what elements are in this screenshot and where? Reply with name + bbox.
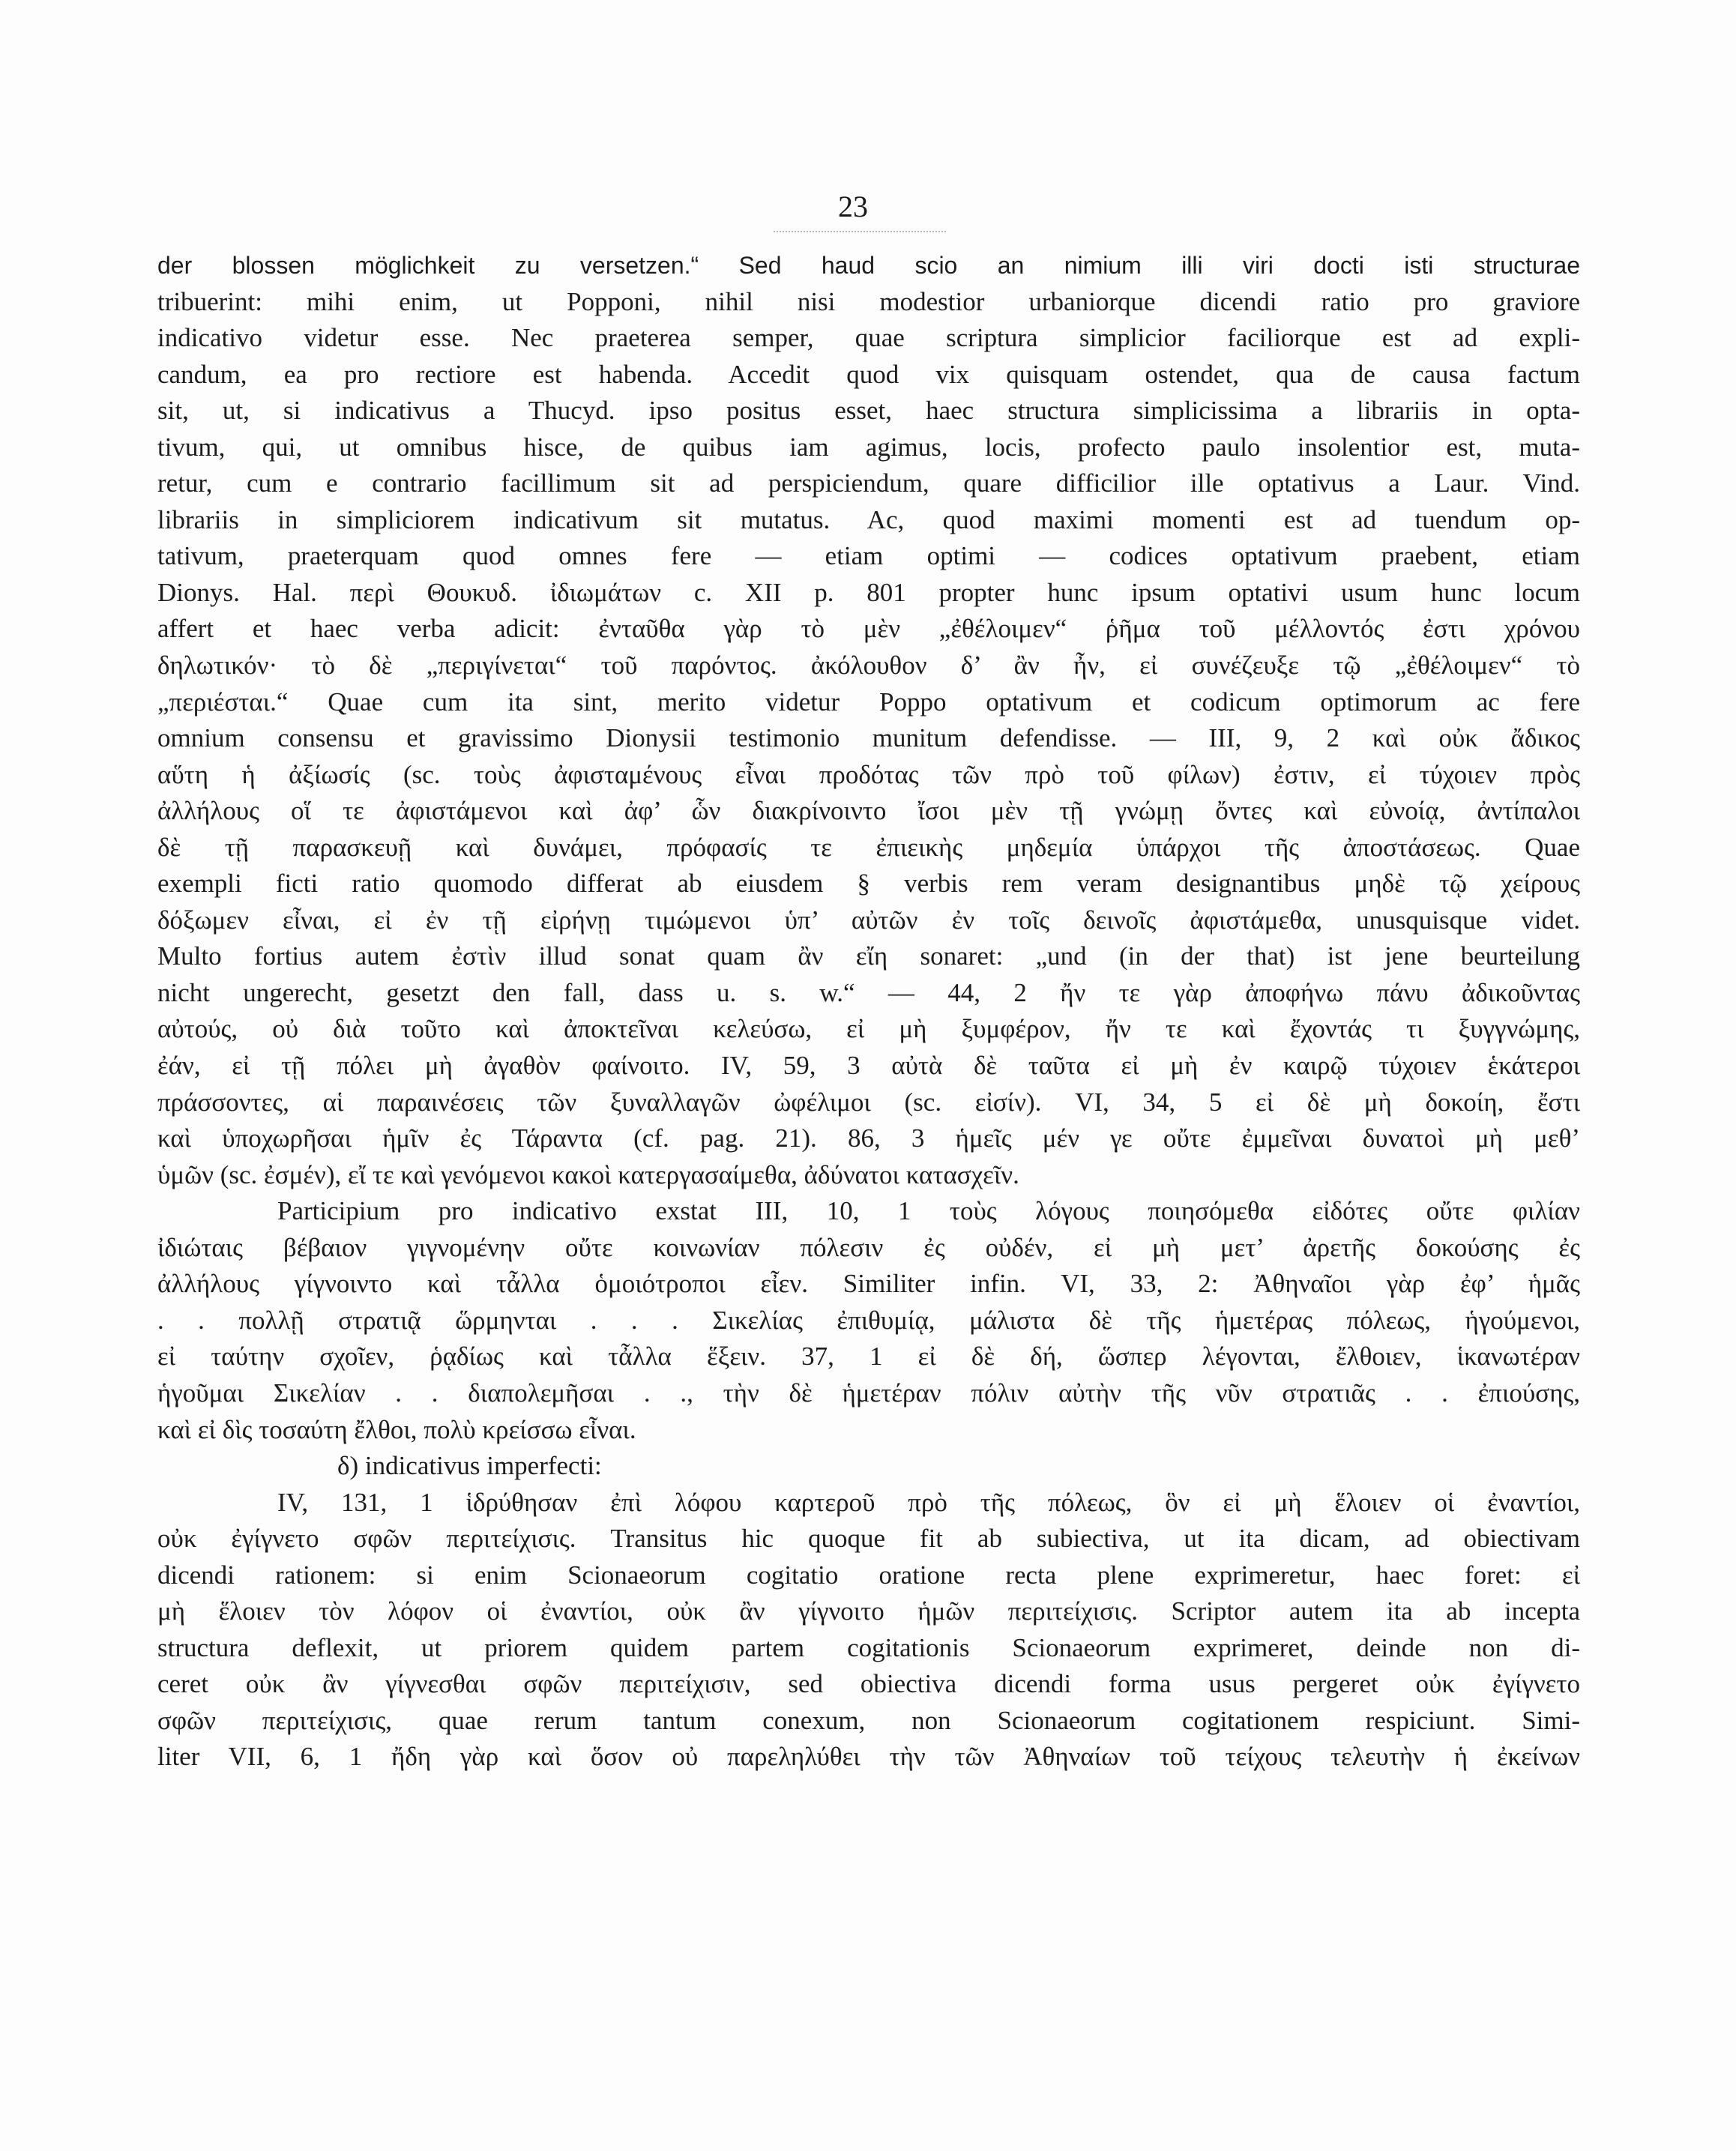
text-line: οὐκ ἐγίγνετο σφῶν περιτείχισις. Transitus hic quoque fit ab subiectiva, ut ita dicam, ad obiectivam bbox=[157, 1524, 1580, 1554]
text-line: . . πολλῇ στρατιᾷ ὥρμηνται . . . Σικελίας ἐπιθυμίᾳ, μάλιστα δὲ τῆς ἡμετέρας πόλεως, ἡγούμενοι, bbox=[157, 1305, 1580, 1335]
text-line: αὐτούς, οὐ διὰ τοῦτο καὶ ἀποκτεῖναι κελεύσω, εἰ μὴ ξυμφέρον, ἤν τε καὶ ἔχοντάς τι ξυγγνώμης, bbox=[157, 1014, 1580, 1044]
text-line: liter VII, 6, 1 ἤδη γὰρ καὶ ὅσον οὐ παρεληλύθει τὴν τῶν Ἀθηναίων τοῦ τείχους τελευτὴν ἡ ἐκείνων bbox=[157, 1742, 1580, 1772]
text-line: μὴ ἕλοιεν τὸν λόφον οἱ ἐναντίοι, οὐκ ἂν γίγνοιτο ἡμῶν περιτείχισις. Scriptor autem ita ab incepta bbox=[157, 1596, 1580, 1626]
text-line: ἡγοῦμαι Σικελίαν . . διαπολεμῆσαι . ., τὴν δὲ ἡμετέραν πόλιν αὐτὴν τῆς νῦν στρατιᾶς . . ἐπιούσης, bbox=[157, 1378, 1580, 1408]
text-line: indicativo videtur esse. Nec praeterea semper, quae scriptura simplicior faciliorque est ad expli- bbox=[157, 323, 1580, 353]
text-line: „περιέσται.“ Quae cum ita sint, merito videtur Poppo optativum et codicum optimorum ac fere bbox=[157, 687, 1580, 717]
body-text bbox=[157, 247, 1580, 1776]
text-line: εἰ ταύτην σχοῖεν, ῥᾳδίως καὶ τἆλλα ἕξειν. 37, 1 εἰ δὲ δή, ὥσπερ λέγονται, ἔλθοιεν, ἱκανωτέραν bbox=[157, 1342, 1580, 1372]
text-line: ὑμῶν (sc. ἐσμέν), εἴ τε καὶ γενόμενοι κακοὶ κατεργασαίμεθα, ἀδύνατοι κατασχεῖν. bbox=[157, 1159, 1019, 1189]
text-line: Dionys. Hal. περὶ Θουκυδ. ἰδιωμάτων c. XII p. 801 propter hunc ipsum optativi usum hunc locum bbox=[157, 577, 1580, 607]
text-line: δηλωτικόν· τὸ δὲ „περιγίνεται“ τοῦ παρόντος. ἀκόλουθον δ’ ἂν ἦν, εἰ συνέζευξε τῷ „ἐθέλοιμεν“ τὸ bbox=[157, 651, 1580, 681]
text-line: tivum, qui, ut omnibus hisce, de quibus iam agimus, locis, profecto paulo insolentior est, muta- bbox=[157, 432, 1580, 462]
text-line: affert et haec verba adicit: ἐνταῦθα γὰρ τὸ μὲν „ἐθέλοιμεν“ ῥῆμα τοῦ μέλλοντός ἐστι χρόνου bbox=[157, 614, 1580, 644]
text-line: der blossen möglichkeit zu versetzen.“ Sed haud scio an nimium illi viri docti isti structurae bbox=[157, 252, 1580, 279]
text-line: Participium pro indicativo exstat III, 10, 1 τοὺς λόγους ποιησόμεθα εἰδότες οὔτε φιλίαν bbox=[277, 1196, 1580, 1226]
text-line: candum, ea pro rectiore est habenda. Accedit quod vix quisquam ostendet, qua de causa factum bbox=[157, 359, 1580, 389]
text-line: librariis in simpliciorem indicativum sit mutatus. Ac, quod maximi momenti est ad tuendum op- bbox=[157, 504, 1580, 534]
page-number: 23 bbox=[838, 190, 868, 223]
text-line: retur, cum e contrario facillimum sit ad perspiciendum, quare difficilior ille optativus a Laur. Vind. bbox=[157, 468, 1580, 498]
text-line: πράσσοντες, αἱ παραινέσεις τῶν ξυναλλαγῶν ὠφέλιμοι (sc. εἰσίν). VI, 34, 5 εἰ δὲ μὴ δοκοίη, ἔστι bbox=[157, 1087, 1580, 1117]
page-number-rule bbox=[774, 225, 946, 232]
text-line: exempli ficti ratio quomodo differat ab eiusdem § verbis rem veram designantibus μηδὲ τῷ χείρους bbox=[157, 869, 1580, 899]
text-line: structura deflexit, ut priorem quidem partem cogitationis Scionaeorum exprimeret, deinde non di- bbox=[157, 1632, 1580, 1662]
text-line: δόξωμεν εἶναι, εἰ ἐν τῇ εἰρήνῃ τιμώμενοι ὑπ’ αὐτῶν ἐν τοῖς δεινοῖς ἀφιστάμεθα, unusquisque videt. bbox=[157, 905, 1580, 935]
text-line: σφῶν περιτείχισις, quae rerum tantum conexum, non Scionaeorum cogitationem respiciunt. Simi- bbox=[157, 1705, 1580, 1735]
text-line: αὕτη ἡ ἀξίωσίς (sc. τοὺς ἀφισταμένους εἶναι προδότας τῶν πρὸ τοῦ φίλων) ἐστιν, εἰ τύχοιεν πρὸς bbox=[157, 759, 1580, 789]
text-line: ceret οὐκ ἂν γίγνεσθαι σφῶν περιτείχισιν, sed obiectiva dicendi forma usus pergeret οὐκ ἐγίγνετο bbox=[157, 1669, 1580, 1699]
text-line: ἀλλήλους οἵ τε ἀφιστάμενοι καὶ ἀφ’ ὧν διακρίνοιντο ἴσοι μὲν τῇ γνώμῃ ὄντες καὶ εὐνοίᾳ, ἀντίπαλοι bbox=[157, 796, 1580, 826]
text-line: omnium consensu et gravissimo Dionysii testimonio munitum defendisse. — III, 9, 2 καὶ οὐκ ἄδικος bbox=[157, 723, 1580, 753]
text-line: tribuerint: mihi enim, ut Popponi, nihil nisi modestior urbaniorque dicendi ratio pro graviore bbox=[157, 286, 1580, 316]
text-line: δὲ τῇ παρασκευῇ καὶ δυνάμει, πρόφασίς τε ἐπιεικὴς μηδεμία ὑπάρχοι τῆς ἀποστάσεως. Quae bbox=[157, 832, 1580, 862]
text-line: Multo fortius autem ἐστὶν illud sonat quam ἂν εἴη sonaret: „und (in der that) ist jene beurteilung bbox=[157, 941, 1580, 971]
text-line: δ) indicativus imperfecti: bbox=[337, 1451, 602, 1481]
text-line: καὶ εἰ δὶς τοσαύτη ἔλθοι, πολὺ κρείσσω εἶναι. bbox=[157, 1414, 636, 1444]
text-line: dicendi rationem: si enim Scionaeorum cogitatio oratione recta plene exprimeretur, haec foret: εἰ bbox=[157, 1560, 1580, 1590]
text-line: καὶ ὑποχωρῆσαι ἡμῖν ἐς Τάραντα (cf. pag. 21). 86, 3 ἡμεῖς μέν γε οὔτε ἐμμεῖναι δυνατοὶ μὴ μεθ’ bbox=[157, 1123, 1580, 1153]
text-line: ἰδιώταις βέβαιον γιγνομένην οὔτε κοινωνίαν πόλεσιν ἐς οὐδέν, εἰ μὴ μετ’ ἀρετῆς δοκούσης ἐς bbox=[157, 1232, 1580, 1262]
text-line: ἐάν, εἰ τῇ πόλει μὴ ἀγαθὸν φαίνοιτο. IV, 59, 3 αὐτὰ δὲ ταῦτα εἰ μὴ ἐν καιρῷ τύχοιεν ἑκάτεροι bbox=[157, 1051, 1580, 1081]
text-line: sit, ut, si indicativus a Thucyd. ipso positus esset, haec structura simplicissima a librariis in opta- bbox=[157, 396, 1580, 426]
text-line: nicht ungerecht, gesetzt den fall, dass u. s. w.“ — 44, 2 ἤν τε γὰρ ἀποφήνω πάνυ ἀδικοῦντας bbox=[157, 977, 1580, 1007]
text-line: IV, 131, 1 ἱδρύθησαν ἐπὶ λόφου καρτεροῦ πρὸ τῆς πόλεως, ὃν εἰ μὴ ἕλοιεν οἱ ἐναντίοι, bbox=[277, 1487, 1580, 1517]
text-line: ἀλλήλους γίγνοιντο καὶ τἆλλα ὁμοιότροποι εἶεν. Similiter infin. VI, 33, 2: Ἀθηναῖοι γὰρ ἐφ’ ἡμᾶς bbox=[157, 1269, 1580, 1299]
text-line: tativum, praeterquam quod omnes fere — etiam optimi — codices optativum praebent, etiam bbox=[157, 541, 1580, 571]
